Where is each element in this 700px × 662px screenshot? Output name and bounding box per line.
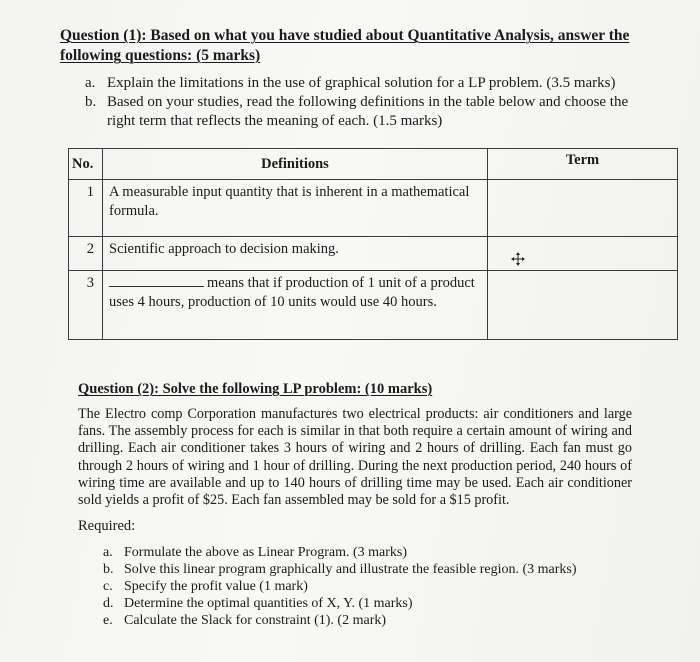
- row-definition: A measurable input quantity that is inherent in a mathematical formula.: [103, 180, 488, 237]
- header-definitions: Definitions: [103, 149, 488, 180]
- table-row: [69, 271, 678, 340]
- row-number: 1: [69, 180, 103, 237]
- header-no: No.: [69, 149, 103, 180]
- table-header-row: [69, 149, 678, 180]
- item-text: Formulate the above as Linear Program. (3 marks): [124, 545, 408, 560]
- item-marker: b.: [85, 94, 97, 110]
- table-row: [69, 180, 678, 237]
- fill-in-blank: [109, 274, 204, 287]
- required-item-b: [103, 561, 623, 578]
- definitions-table: [68, 148, 678, 340]
- item-marker: c.: [103, 579, 113, 594]
- question-1-heading: Question (1): Based on what you have studied about Quantitative Analysis, answer the following questions: (5 marks): [60, 27, 630, 64]
- row-number: 3: [69, 271, 103, 340]
- row-term-cell[interactable]: [488, 271, 678, 340]
- row-definition: Scientific approach to decision making.: [103, 237, 488, 271]
- move-cursor-icon: [511, 252, 525, 266]
- header-term: Term: [488, 149, 678, 180]
- definition-part-2: uses 4 hours, production of 10 units would use 40 hours.: [109, 294, 437, 310]
- required-item-e: [103, 612, 623, 629]
- required-item-d: [103, 595, 623, 612]
- question-1-item-b: [85, 93, 645, 131]
- required-label: Required:: [78, 518, 136, 534]
- row-term-cell[interactable]: [488, 180, 678, 237]
- table-row: [69, 237, 678, 271]
- item-marker: e.: [103, 613, 113, 628]
- item-text: Solve this linear program graphically and illustrate the feasible region. (3 marks): [124, 562, 577, 577]
- definition-part-1: means that if production of 1 unit of a product: [207, 275, 475, 291]
- item-marker: a.: [85, 75, 96, 91]
- item-marker: b.: [103, 562, 114, 577]
- item-text: Explain the limitations in the use of graphical solution for a LP problem. (3.5 marks): [107, 75, 616, 91]
- question-1-items: [85, 74, 645, 131]
- question-2-heading: Question (2): Solve the following LP problem: (10 marks): [78, 381, 433, 397]
- item-marker: d.: [103, 596, 114, 611]
- row-number: 2: [69, 237, 103, 271]
- question-1-item-a: [85, 74, 645, 93]
- item-text: Based on your studies, read the following definitions in the table below and choose the right term that reflects the meaning of each. (1.5 marks): [107, 94, 629, 129]
- definition-line-1: [109, 274, 481, 293]
- item-marker: a.: [103, 545, 113, 560]
- item-text: Specify the profit value (1 mark): [124, 579, 308, 594]
- item-text: Calculate the Slack for constraint (1). (2 mark): [124, 613, 387, 628]
- item-text: Determine the optimal quantities of X, Y. (1 marks): [124, 596, 413, 611]
- question-2-body: The Electro comp Corporation manufactures two electrical products: air conditioners and large fans. The assembly process for each is similar in that both require a certain amount of wiring and drilling. Each air conditioner takes 3 hours of wiring and 2 hours of drilling. Each fan must go through 2 hours of wiring and 1 hour of drilling. During the next production period, 240 hours of wiring time are available and up to 140 hours of drilling time may be used. Each air conditioner sold yields a profit of $25. Each fan assembled may be sold for a $15 profit.: [78, 406, 632, 509]
- required-item-a: [103, 544, 623, 561]
- required-items: [103, 544, 623, 629]
- required-item-c: [103, 578, 623, 595]
- row-definition: [103, 271, 488, 340]
